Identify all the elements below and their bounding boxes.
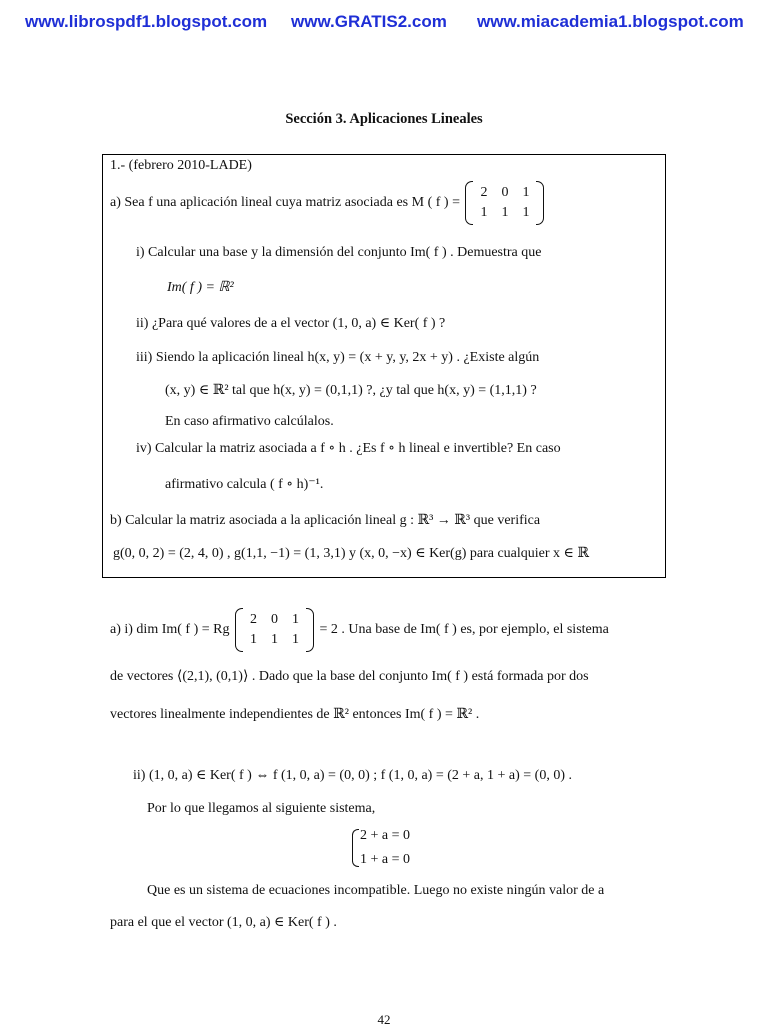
matrix-rank-cell-1-1: 1 (270, 632, 278, 647)
link-gratis2[interactable]: www.GRATIS2.com (291, 12, 447, 31)
problem-iii-line3: En caso afirmativo calcúlalos. (165, 414, 334, 429)
matrix-rank-cell-0-1: 0 (270, 612, 278, 627)
problem-i-line2: Im( f ) = ℝ² (167, 280, 234, 295)
matrix-m (465, 183, 544, 223)
matrix-rank-cell-0-0: 2 (249, 612, 257, 627)
problem-b-line1: b) Calcular la matriz asociada a la aplicación lineal g : ℝ³ → ℝ³ que verifica (110, 513, 541, 528)
matrix-m-cell-1-2: 1 (522, 205, 530, 220)
matrix-rank (235, 610, 314, 650)
conclusion-line1: Que es un sistema de ecuaciones incompatible. Luego no existe ningún valor de a (147, 883, 605, 898)
link-miacademia[interactable]: www.miacademia1.blogspot.com (477, 12, 744, 31)
solution-line3: vectores linealmente independientes de ℝ² entonces Im( f ) = ℝ² . (110, 707, 480, 722)
system-eq1: 2 + a = 0 (360, 828, 411, 843)
solution-a-i-prefix: a) i) dim Im( f ) = Rg (110, 622, 230, 638)
link-librospdf[interactable]: www.librospdf1.blogspot.com (25, 12, 268, 31)
problem-i-line1: i) Calcular una base y la dimensión del conjunto Im( f ) . Demuestra que (136, 245, 542, 260)
problem-iii-line1: iii) Siendo la aplicación lineal h(x, y) = (x + y, y, 2x + y) . ¿Existe algún (136, 350, 540, 365)
solution-ii-text: Por lo que llegamos al siguiente sistema, (147, 801, 376, 816)
equation-system (352, 827, 410, 869)
problem-iv-line2: afirmativo calcula ( f ∘ h)⁻¹. (165, 477, 324, 492)
problem-heading: 1.- (febrero 2010-LADE) (110, 158, 252, 173)
conclusion-line2: para el que el vector (1, 0, a) ∈ Ker( f ) . (110, 915, 337, 930)
matrix-m-cell-1-1: 1 (501, 205, 509, 220)
matrix-rank-cell-1-2: 1 (291, 632, 299, 647)
system-eq2: 1 + a = 0 (360, 852, 411, 867)
matrix-m-cell-0-2: 1 (522, 185, 530, 200)
solution-line2: de vectores ⟨(2,1), (0,1)⟩ . Dado que la base del conjunto Im( f ) está formada por dos (110, 669, 589, 684)
solution-a-i-line (110, 610, 609, 650)
solution-ii-line: ii) (1, 0, a) ∈ Ker( f ) ⇔ f (1, 0, a) = (0, 0) ; f (1, 0, a) = (2 + a, 1 + a) = (0, 0) . (133, 768, 572, 783)
problem-iv-line1: iv) Calcular la matriz asociada a f ∘ h . ¿Es f ∘ h lineal e invertible? En caso (136, 441, 561, 456)
matrix-rank-cell-0-2: 1 (291, 612, 299, 627)
matrix-m-cell-0-1: 0 (501, 185, 509, 200)
problem-iii-line2: (x, y) ∈ ℝ² tal que h(x, y) = (0,1,1) ?, ¿y tal que h(x, y) = (1,1,1) ? (165, 383, 537, 398)
problem-ii-line: ii) ¿Para qué valores de a el vector (1, 0, a) ∈ Ker( f ) ? (136, 316, 446, 331)
page-number: 42 (377, 1012, 391, 1027)
matrix-m-cell-1-0: 1 (480, 205, 488, 220)
problem-a-line (110, 183, 546, 223)
problem-b-line2: g(0, 0, 2) = (2, 4, 0) , g(1,1, −1) = (1, 3,1) y (x, 0, −x) ∈ Ker(g) para cualquier x ∈ ℝ (113, 546, 590, 561)
header-links (0, 12, 768, 38)
solution-a-i-suffix: = 2 . Una base de Im( f ) es, por ejemplo, el sistema (319, 622, 609, 638)
problem-a-text: a) Sea f una aplicación lineal cuya matriz asociada es M ( f ) = (110, 195, 460, 211)
matrix-m-cell-0-0: 2 (480, 185, 488, 200)
section-title: Sección 3. Aplicaciones Lineales (285, 111, 483, 127)
matrix-rank-cell-1-0: 1 (249, 632, 257, 647)
